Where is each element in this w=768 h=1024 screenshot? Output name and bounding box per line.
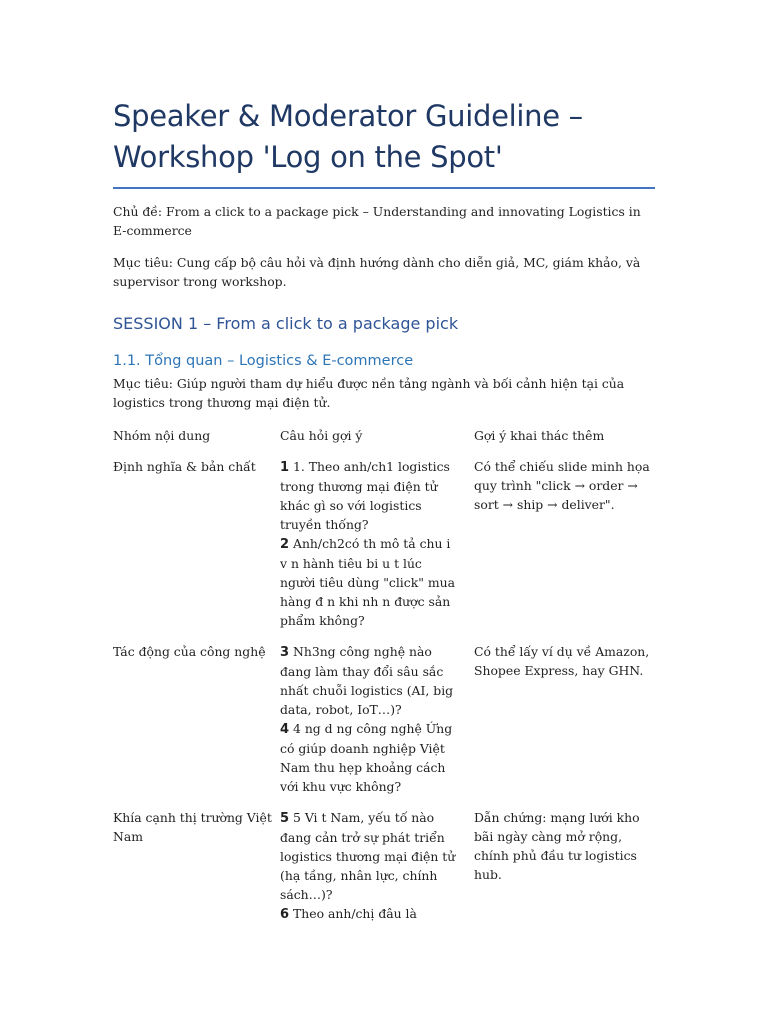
- title-line-1: Speaker & Moderator Guideline –: [113, 99, 583, 133]
- table-row: [113, 457, 658, 642]
- row-hint: Dẫn chứng: mạng lưới kho bãi ngày càng mở rộng, chính phủ đầu tư logistics hub.: [474, 810, 640, 882]
- row-group: Tác động của công nghệ: [113, 644, 266, 659]
- document-page: [113, 96, 658, 936]
- question-number: 6: [280, 907, 290, 922]
- question-text: 4 ng d ng công nghệ Ứng có giúp doanh nghiệp Việt Nam thu hẹp khoảng cách với khu vực không?: [280, 721, 453, 794]
- header-content-group: Nhóm nội dung: [113, 428, 211, 443]
- row-questions: [280, 457, 474, 642]
- goal-paragraph: Mục tiêu: Cung cấp bộ câu hỏi và định hướng dành cho diễn giả, MC, giám khảo, và supervisor trong workshop.: [113, 255, 641, 289]
- question-number: 4: [280, 722, 290, 737]
- row-hint: Có thể lấy ví dụ về Amazon, Shopee Express, hay GHN.: [474, 644, 650, 678]
- guideline-table: [113, 426, 658, 936]
- header-suggested-questions: Câu hỏi gợi ý: [280, 428, 363, 443]
- question-number: 5: [280, 811, 290, 826]
- title-line-2: Workshop 'Log on the Spot': [113, 140, 503, 174]
- header-follow-up-hints: Gợi ý khai thác thêm: [474, 428, 605, 443]
- question-number: 2: [280, 537, 290, 552]
- question-number: 1: [280, 460, 290, 475]
- question-text: 5 Vi t Nam, yếu tố nào đang cản trở sự phát triển logistics thương mại điện tử (hạ tầng, nhân lực, chính sách…)?: [280, 810, 456, 902]
- section-heading: 1.1. Tổng quan – Logistics & E-commerce: [113, 353, 414, 369]
- question-text: Nh3ng công nghệ nào đang làm thay đổi sâu sắc nhất chuỗi logistics (AI, big data, robot, IoT…)?: [280, 644, 454, 717]
- section-goal-paragraph: Mục tiêu: Giúp người tham dự hiểu được nền tảng ngành và bối cảnh hiện tại của logistics trong thương mại điện tử.: [113, 376, 625, 410]
- question-item: [280, 534, 460, 630]
- table-row: [113, 642, 658, 808]
- row-group: Khía cạnh thị trường Việt Nam: [113, 810, 272, 844]
- document-title: [113, 96, 658, 178]
- row-questions: [280, 808, 474, 936]
- question-item: [280, 642, 460, 719]
- row-hint: Có thể chiếu slide minh họa quy trình "click → order → sort → ship → deliver".: [474, 459, 650, 512]
- question-text: Anh/ch2có th mô tả chu i v n hành tiêu bi u t lúc người tiêu dùng "click" mua hàng đ n khi nh n được sản phẩm không?: [280, 536, 455, 628]
- question-item: [280, 904, 460, 924]
- topic-paragraph: Chủ đề: From a click to a package pick – Understanding and innovating Logistics in E-commerce: [113, 204, 641, 238]
- table-header-row: [113, 426, 658, 457]
- row-questions: [280, 642, 474, 808]
- row-group: Định nghĩa & bản chất: [113, 459, 256, 474]
- question-text: Theo anh/chị đâu là: [293, 906, 417, 921]
- question-number: 3: [280, 645, 290, 660]
- question-item: [280, 457, 460, 534]
- question-text: 1. Theo anh/ch1 logistics trong thương mại điện tử khác gì so với logistics truyền thống?: [280, 459, 450, 532]
- question-item: [280, 719, 460, 796]
- question-item: [280, 808, 460, 904]
- title-underline: [113, 187, 655, 189]
- session-heading: SESSION 1 – From a click to a package pick: [113, 314, 459, 333]
- table-row: [113, 808, 658, 936]
